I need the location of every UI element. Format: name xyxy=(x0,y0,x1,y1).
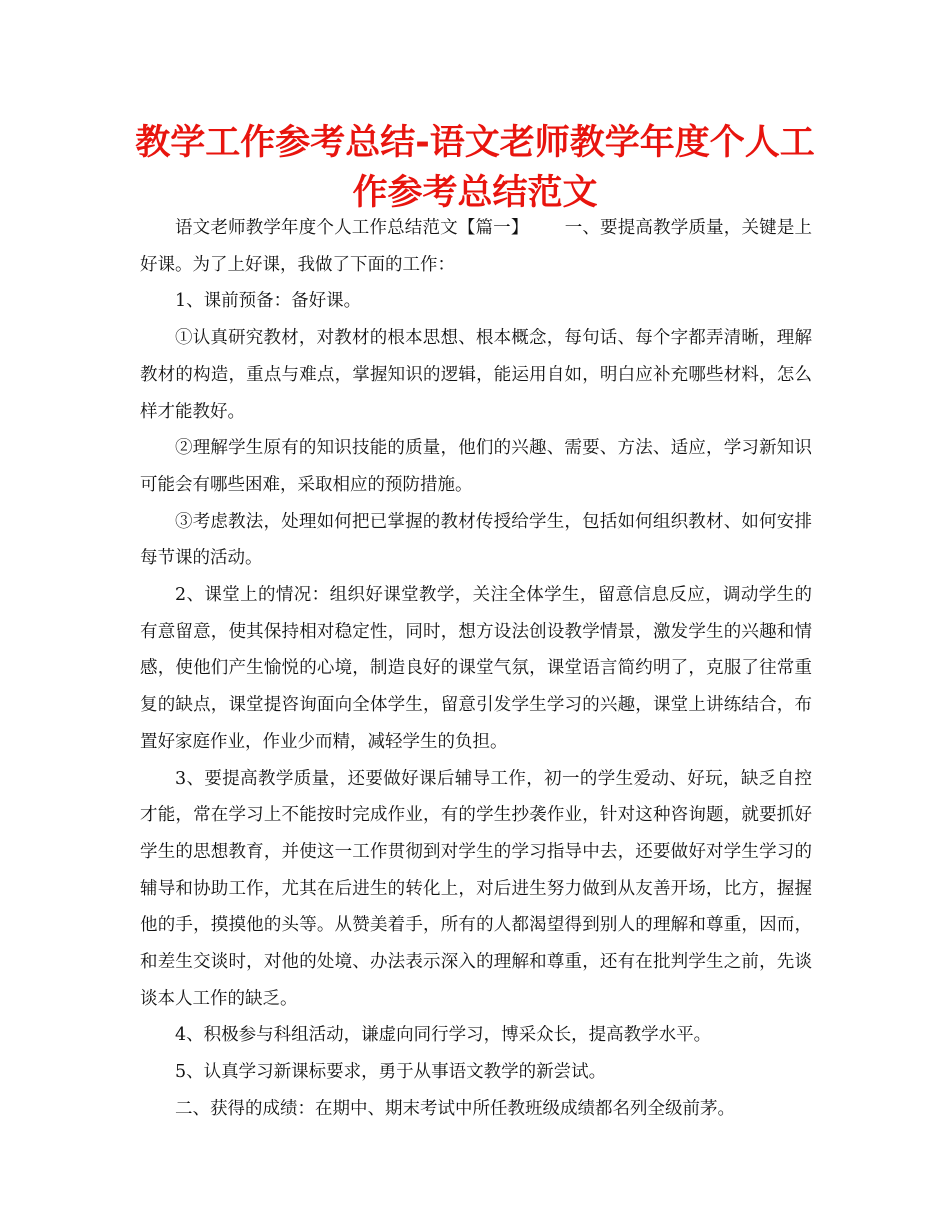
paragraph: 二、获得的成绩：在期中、期末考试中所任教班级成绩都名列全级前茅。 xyxy=(175,1098,735,1119)
document-title: 教学工作参考总结-语文老师教学年度个人工作参考总结范文 xyxy=(135,123,815,213)
intro-paragraph xyxy=(140,210,812,283)
paragraph: ①认真研究教材，对教材的根本思想、根本概念，每句话、每个字都弄清晰，理解教材的构造，重点与难点，掌握知识的逻辑，能运用自如，明白应补充哪些材料，怎么样才能教好。 xyxy=(140,328,812,422)
paragraph: 3、要提高教学质量，还要做好课后辅导工作，初一的学生爱动、好玩，缺乏自控才能，常在学习上不能按时完成作业，有的学生抄袭作业，针对这种咨询题，就要抓好学生的思想教育，并使这一工作贯彻到对学生的学习指导中去，还要做好对学生学习的辅导和协助工作，尤其在后进生的转化上，对后进生努力做到从友善开场，比方，握握他的手，摸摸他的头等。从赞美着手，所有的人都渴望得到别人的理解和尊重，因而，和差生交谈时，对他的处境、办法表示深入的理解和尊重，还有在批判学生之前，先谈谈本人工作的缺乏。 xyxy=(140,768,812,1009)
paragraph: 2、课堂上的情况：组织好课堂教学，关注全体学生，留意信息反应，调动学生的有意留意，使其保持相对稳定性，同时，想方设法创设教学情景，激发学生的兴趣和情感，使他们产生愉悦的心境，制造良好的课堂气氛，课堂语言简约明了，克服了往常重复的缺点，课堂提咨询面向全体学生，留意引发学生学习的兴趣，课堂上讲练结合，布置好家庭作业，作业少而精，减轻学生的负担。 xyxy=(140,585,812,752)
paragraph: ②理解学生原有的知识技能的质量，他们的兴趣、需要、方法、适应，学习新知识可能会有哪些困难，采取相应的预防措施。 xyxy=(140,438,812,495)
intro-text: 一、要提高教学质量，关键是上好课。为了上好课，我做了下面的工作： xyxy=(140,218,813,275)
paragraph: 1、课前预备：备好课。 xyxy=(175,291,362,312)
section-heading: 语文老师教学年度个人工作总结范文【篇一】 xyxy=(175,218,529,238)
document-body xyxy=(140,210,812,1128)
paragraph: ③考虑教法，处理如何把已掌握的教材传授给学生，包括如何组织教材、如何安排每节课的活动。 xyxy=(140,511,812,569)
paragraph: 4、积极参与科组活动，谦虚向同行学习，博采众长，提高教学水平。 xyxy=(175,1025,712,1046)
paragraph: 5、认真学习新课标要求，勇于从事语文教学的新尝试。 xyxy=(175,1062,607,1083)
